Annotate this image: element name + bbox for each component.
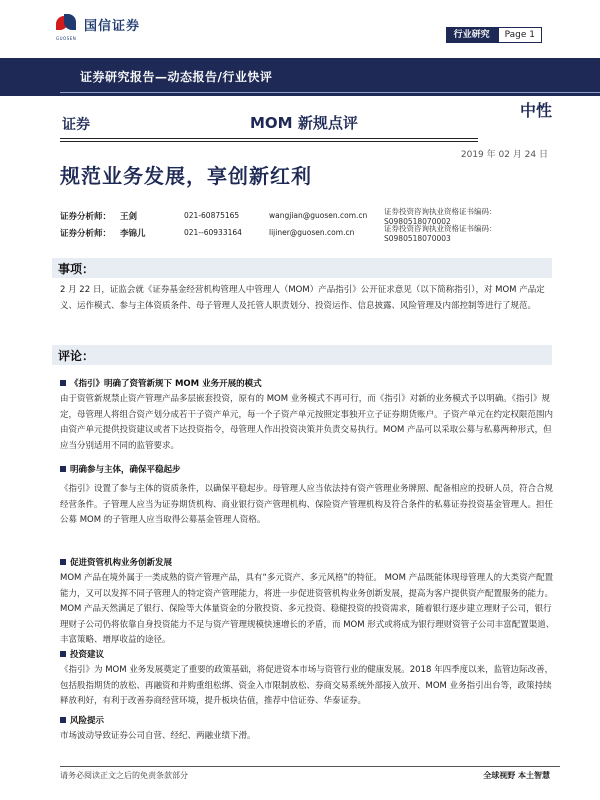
report-type: MOM 新规点评 — [250, 114, 358, 132]
analyst-row — [60, 224, 550, 241]
subheading-3 — [60, 556, 172, 568]
paragraph-5: 市场波动导致证券公司自营、经纪、两融业绩下滑。 — [60, 731, 256, 741]
analyst-cert: 证券投资咨询执业资格证书编码：S0980518070003 — [384, 223, 497, 243]
footer-slogan: 全球视野 本土智慧 — [483, 771, 550, 780]
footer-disclaimer: 请务必阅读正文之后的免责条款部分 — [60, 771, 188, 780]
page-number: Page 1 — [498, 27, 542, 43]
main-title: 规范业务发展，享创新红利 — [60, 164, 312, 188]
sector-label: 证券 — [62, 117, 90, 133]
page-tag — [446, 27, 542, 43]
subheading-3-text: 促进资管机构业务创新发展 — [70, 558, 173, 568]
square-bullet-icon — [60, 717, 66, 723]
square-bullet-icon — [60, 380, 66, 386]
analyst-email[interactable]: wangjian@guosen.com.cn — [269, 211, 368, 220]
analyst-name: 王剑 — [120, 211, 138, 222]
title-divider-2 — [60, 141, 478, 142]
analyst-role: 证券分析师： — [60, 228, 112, 239]
category-label: 行业研究 — [446, 27, 498, 43]
band-divider — [60, 92, 600, 93]
logo-mark-icon — [56, 14, 78, 34]
footer-divider — [60, 766, 560, 767]
analyst-role: 证券分析师： — [60, 211, 112, 222]
square-bullet-icon — [60, 651, 66, 657]
logo-text: 国信证券 — [84, 18, 141, 34]
analyst-cert: 证券投资咨询执业资格证书编码：S0980518070002 — [384, 206, 497, 226]
analyst-phone: 021--60933164 — [184, 228, 242, 237]
title-divider — [60, 138, 478, 139]
paragraph-2: 《指引》设置了参与主体的资质条件，以确保平稳起步。母管理人应当依法持有资产管理业务牌照、配备相应的投研人员，符合合规经营条件。子管理人应当为证券期货机构、商业银行资产管理机构、保险资产管理机构及符合条件的私募证券投资基金管理人。担任公募 MOM 的子管理人应当取得公募基金管理人资格。 — [60, 484, 554, 525]
comment-section-title: 评论： — [58, 349, 95, 363]
analyst-email[interactable]: lijiner@guosen.com.cn — [269, 228, 355, 237]
event-section-title: 事项： — [58, 262, 95, 276]
analyst-list — [60, 207, 550, 241]
analyst-row — [60, 207, 550, 224]
event-paragraph: 2 月 22 日，证监会就《证券基金经营机构管理人中管理人（MOM）产品指引》公开征求意见（以下简称指引），对 MOM 产品定义、运作模式、参与主体资质条件、母子管理人及托管人职责划分、投资运作、信息披露、风险管理及内部控制等进行了规范。 — [60, 285, 545, 311]
analyst-phone: 021-60875165 — [184, 211, 240, 220]
paragraph-1: 由于资管新规禁止资产管理产品多层嵌套投资，原有的 MOM 业务模式不再可行，而《指引》对新的业务模式予以明确。《指引》规定，母管理人将组合资产划分成若干子资产单元，每一个子资产单元按照定事独开立子证券期货账户。子资产单元在约定权限范围内由资产单元提供投资建议或者下达投资指令，母管理人作出投资决策并负责交易执行。MOM 产品可以采取公募与私募两种形式，但应当分别适用不同的监管要求。 — [60, 394, 554, 451]
subheading-1 — [60, 377, 262, 389]
logo-subtext: GUOSEN — [56, 36, 77, 41]
report-series-title: 证券研究报告—动态报告/行业快评 — [80, 70, 273, 84]
square-bullet-icon — [60, 466, 66, 472]
comment-section-head — [52, 345, 552, 365]
paragraph-3: MOM 产品在境外属于一类成熟的资产管理产品，具有“多元资产、多元风格”的特征。 MOM 产品既能体现母管理人的大类资产配置能力，又可以发挥不同子管理人的特定资产管理能力，将进一步促进资管机构业务创新发展，提高为客户提供资产配置服务的能力。MOM 产品天然满足了银行、保险等大体量资金的分散投资、多元投资、稳健投资的投资需求，随着银行逐步建立理财子公司，银行理财子公司仍将依靠自身投资能力不足与资产管理规模快速增长的矛盾，而 MOM 形式或将成为银行理财资管子公司丰富配置渠道、丰富策略、增厚收益的途径。 — [60, 573, 555, 645]
subheading-1-text: 《指引》明确了资管新规下 MOM 业务开展的模式 — [70, 379, 262, 389]
subheading-5-text: 风险提示 — [70, 716, 105, 726]
analyst-name: 李锦儿 — [120, 228, 146, 239]
guosen-logo — [56, 14, 140, 34]
square-bullet-icon — [60, 559, 66, 565]
rating-label: 中性 — [519, 101, 552, 120]
subheading-4 — [60, 648, 104, 660]
subheading-2 — [60, 463, 181, 475]
report-date: 2019 年 02 月 24 日 — [460, 150, 548, 160]
subheading-4-text: 投资建议 — [70, 650, 105, 660]
subheading-5 — [60, 714, 104, 726]
event-section-head — [52, 258, 552, 278]
paragraph-4: 《指引》为 MOM 业务发展奠定了重要的政策基础，将促进资本市场与资管行业的健康发展。2018 年四季度以来，监管边际改善，包括股指期货的放松、再融资和并购重组松绑、资金入市限制放松、券商交易系统外部接入放开、MOM 业务指引出台等，政策持续释放利好，有利于改善券商经营环境，提升板块估值，推荐中信证券、华泰证券。 — [60, 665, 554, 706]
subheading-2-text: 明确参与主体，确保平稳起步 — [70, 465, 181, 475]
